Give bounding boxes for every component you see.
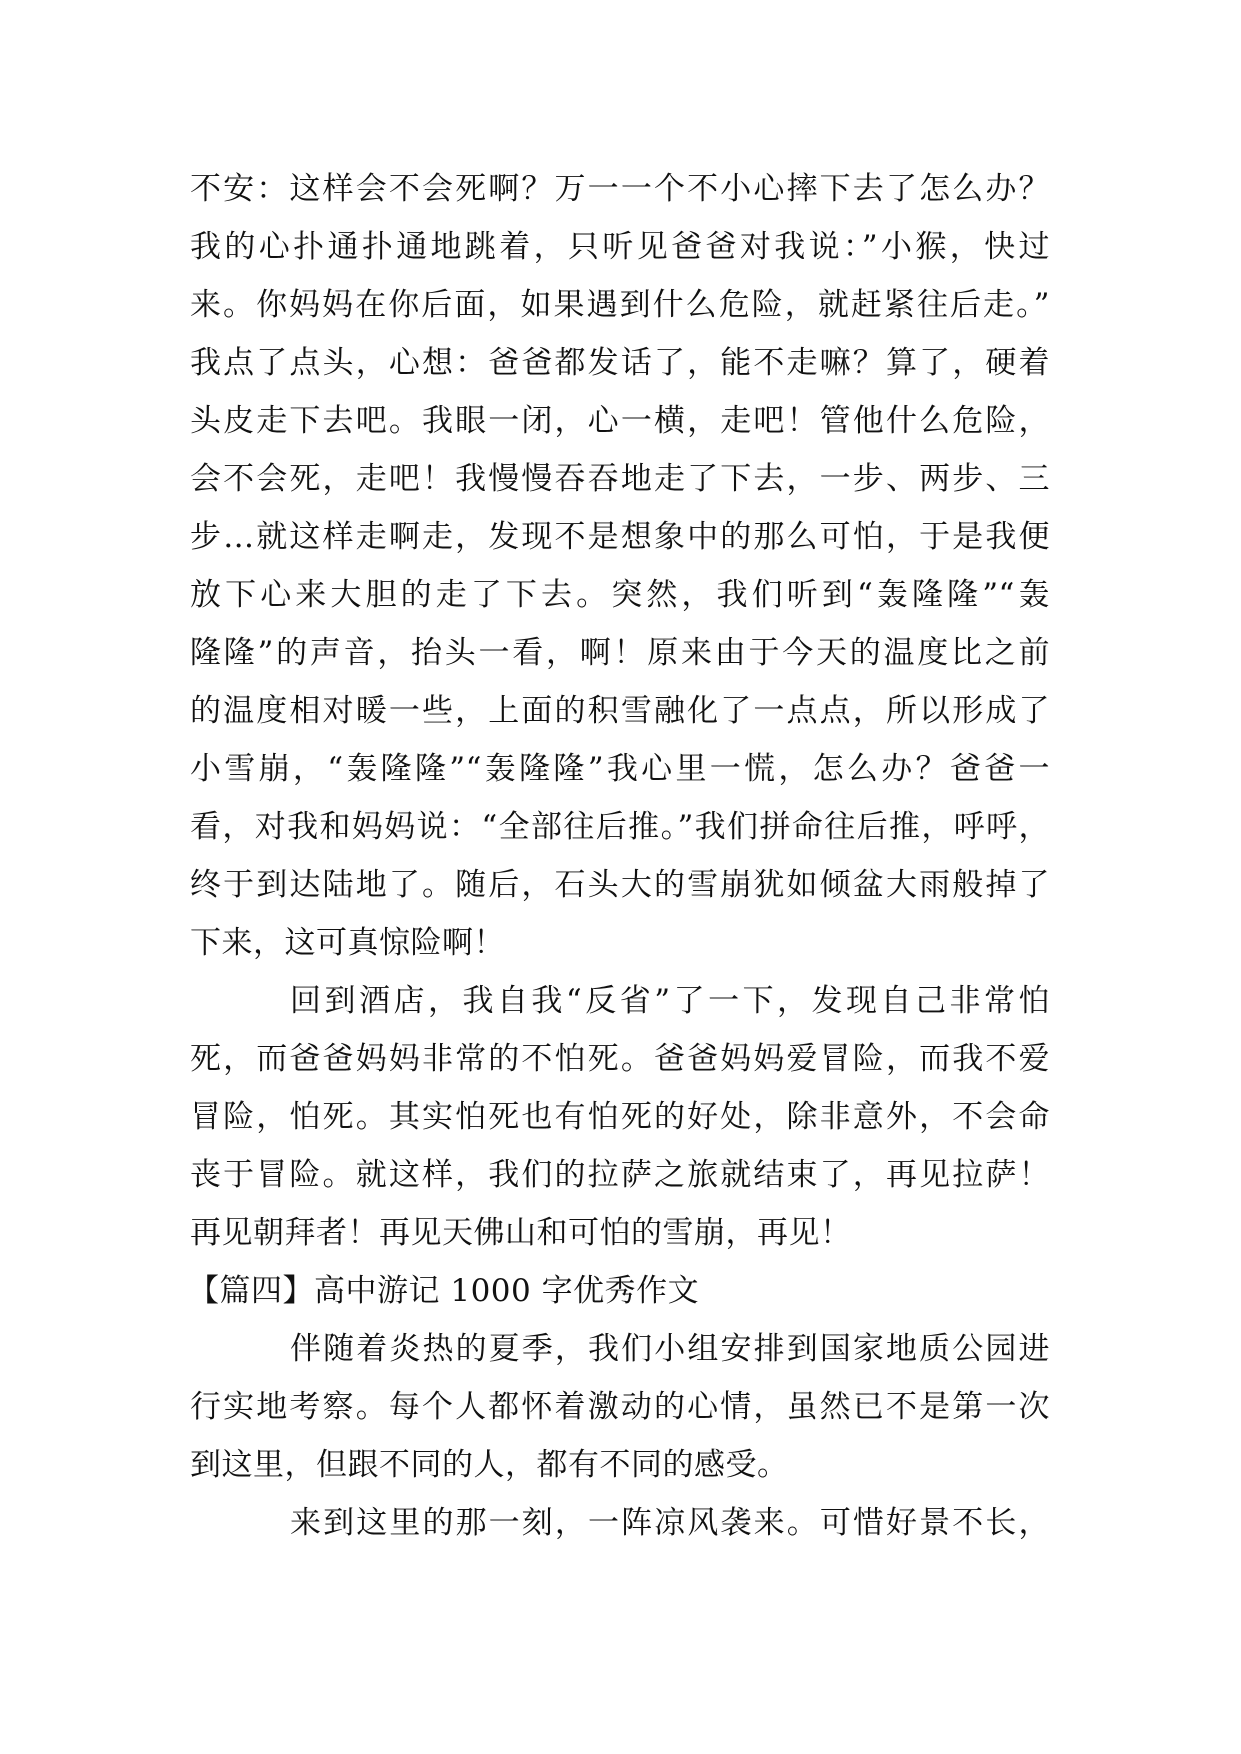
- paragraph-line: 的温度相对暖一些，上面的积雪融化了一点点，所以形成了: [190, 693, 1050, 729]
- paragraph-first-line: 来到这里的那一刻，一阵凉风袭来。可惜好景不长，: [290, 1505, 1050, 1541]
- paragraph-line: 冒险，怕死。其实怕死也有怕死的好处，除非意外，不会命: [190, 1099, 1050, 1135]
- section-heading-text: 【篇四】高中游记 1000 字优秀作文: [188, 1273, 700, 1309]
- paragraph-line: 头皮走下去吧。我眼一闭，心一横，走吧！管他什么危险，: [190, 403, 1050, 439]
- paragraph-line: 丧于冒险。就这样，我们的拉萨之旅就结束了，再见拉萨！: [190, 1157, 1050, 1193]
- paragraph-line: 会不会死，走吧！我慢慢吞吞地走了下去，一步、两步、三: [190, 461, 1050, 497]
- paragraph-line: 终于到达陆地了。随后，石头大的雪崩犹如倾盆大雨般掉了: [190, 867, 1050, 903]
- paragraph-line: 小雪崩，“轰隆隆”“轰隆隆”我心里一慌，怎么办？爸爸一: [190, 751, 1050, 787]
- paragraph-first-line: 伴随着炎热的夏季，我们小组安排到国家地质公园进: [290, 1331, 1050, 1367]
- paragraph-line: 隆隆”的声音，抬头一看，啊！原来由于今天的温度比之前: [190, 635, 1050, 671]
- paragraph-line: 步…就这样走啊走，发现不是想象中的那么可怕，于是我便: [190, 519, 1050, 555]
- paragraph-first-line: 回到酒店，我自我“反省”了一下，发现自己非常怕: [290, 983, 1050, 1019]
- paragraph-line: 放下心来大胆的走了下去。突然，我们听到“轰隆隆”“轰: [190, 577, 1050, 613]
- paragraph-line: 到这里，但跟不同的人，都有不同的感受。: [190, 1447, 789, 1483]
- paragraph-line: 死，而爸爸妈妈非常的不怕死。爸爸妈妈爱冒险，而我不爱: [190, 1041, 1050, 1077]
- essay-text-block: [190, 160, 1050, 1552]
- paragraph-line: 行实地考察。每个人都怀着激动的心情，虽然已不是第一次: [190, 1389, 1050, 1425]
- section-heading: [190, 1262, 1050, 1320]
- paragraph-line: 再见朝拜者！再见天佛山和可怕的雪崩，再见！: [190, 1215, 852, 1251]
- paragraph-line: 下来，这可真惊险啊！: [190, 925, 505, 961]
- paragraph-line: 不安：这样会不会死啊？万一一个不小心摔下去了怎么办？: [190, 171, 1050, 207]
- paragraph-line: 我的心扑通扑通地跳着，只听见爸爸对我说：”小猴，快过: [190, 229, 1050, 265]
- paragraph-line: 我点了点头，心想：爸爸都发话了，能不走嘛？算了，硬着: [190, 345, 1050, 381]
- paragraph-line: 看，对我和妈妈说：“全部往后推。”我们拼命往后推，呼呼，: [190, 809, 1050, 845]
- paragraph-line: 来。你妈妈在你后面，如果遇到什么危险，就赶紧往后走。”: [190, 287, 1050, 323]
